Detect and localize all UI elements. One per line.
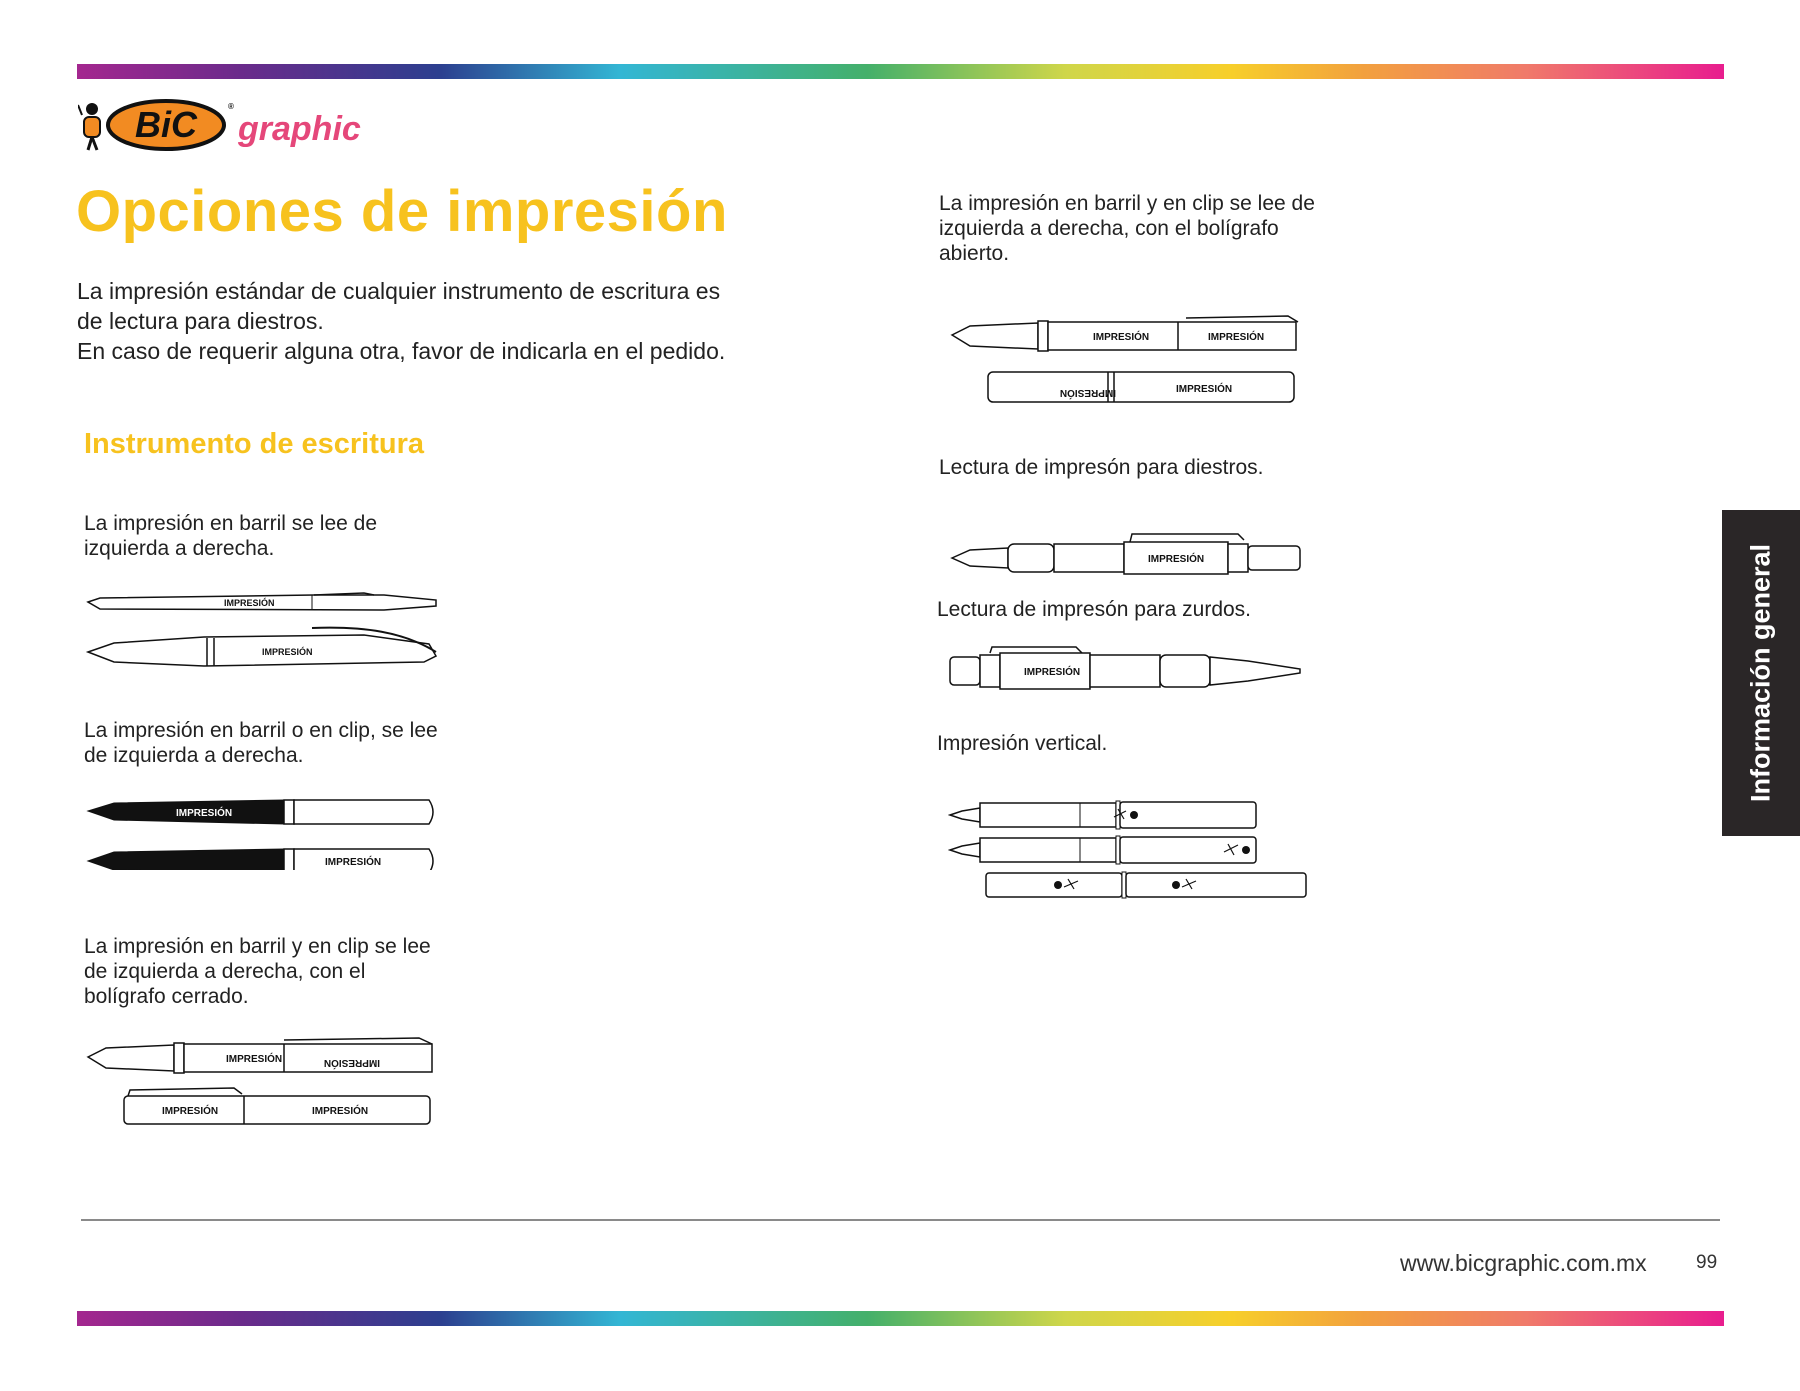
caption-vertical: Impresión vertical. [937,732,1108,755]
logo-sub-text: graphic [238,110,361,148]
pen-label: IMPRESIÓN [226,1054,283,1065]
caption-left-handed: Lectura de impresón para zurdos. [937,598,1252,621]
pen-label-reversed: IMPRESIÓN [1059,387,1116,398]
bottom-color-bar [77,1311,1724,1326]
caption-right-handed: Lectura de impresón para diestros. [939,456,1264,479]
pen-label: IMPRESIÓN [262,647,313,657]
pen-illustration-barrel [84,582,444,677]
pen-illustration-closed [84,1030,444,1135]
intro-line-1: La impresión estándar de cualquier instrumento de escritura es de lectura para diestros. [77,278,721,334]
bic-graphic-logo [78,95,398,155]
section-subtitle: Instrumento de escritura [84,428,425,460]
caption-barrel-and-clip-closed: La impresión en barril y en clip se lee de izquierda a derecha, con el bolígrafo cerrado. [84,935,431,1008]
intro-line-2: En caso de requerir alguna otra, favor de indicarla en el pedido. [77,338,726,364]
pen-illustration-barrel-or-clip [84,790,444,875]
pen-label: IMPRESIÓN [176,808,233,819]
pen-illustration-vertical [948,795,1318,910]
pen-illustration-right-handed [948,524,1308,585]
pen-label: IMPRESIÓN [325,857,382,868]
top-color-bar [77,64,1724,79]
pen-label-reversed: IMPRESIÓN [323,1057,380,1068]
caption-barrel: La impresión en barril se lee de izquierda a derecha. [84,512,377,560]
pen-label: IMPRESIÓN [162,1106,219,1117]
caption-barrel-or-clip: La impresión en barril o en clip, se lee de izquierda a derecha. [84,719,438,767]
pen-label: IMPRESIÓN [1208,332,1265,343]
page-title: Opciones de impresión [76,179,728,244]
footer-divider [81,1219,1720,1221]
svg-text:®: ® [228,102,234,111]
pen-label: IMPRESIÓN [1093,332,1150,343]
pen-label: IMPRESIÓN [1024,667,1081,678]
caption-barrel-and-clip-open: La impresión en barril y en clip se lee de izquierda a derecha, con el bolígrafo abierto. [939,192,1315,265]
pen-illustration-open [948,308,1308,413]
pen-label: IMPRESIÓN [1176,384,1233,395]
section-side-tab [1722,510,1800,836]
side-tab-label: Información general [1745,543,1776,803]
page-number: 99 [1696,1252,1718,1273]
pen-label: IMPRESIÓN [224,598,275,608]
footer-url-link[interactable]: www.bicgraphic.com.mx [1400,1250,1647,1276]
pen-illustration-left-handed [948,643,1308,704]
pen-label: IMPRESIÓN [1148,554,1205,565]
logo-text: BiC [135,104,197,145]
intro-text [77,276,737,366]
pen-label: IMPRESIÓN [312,1106,369,1117]
